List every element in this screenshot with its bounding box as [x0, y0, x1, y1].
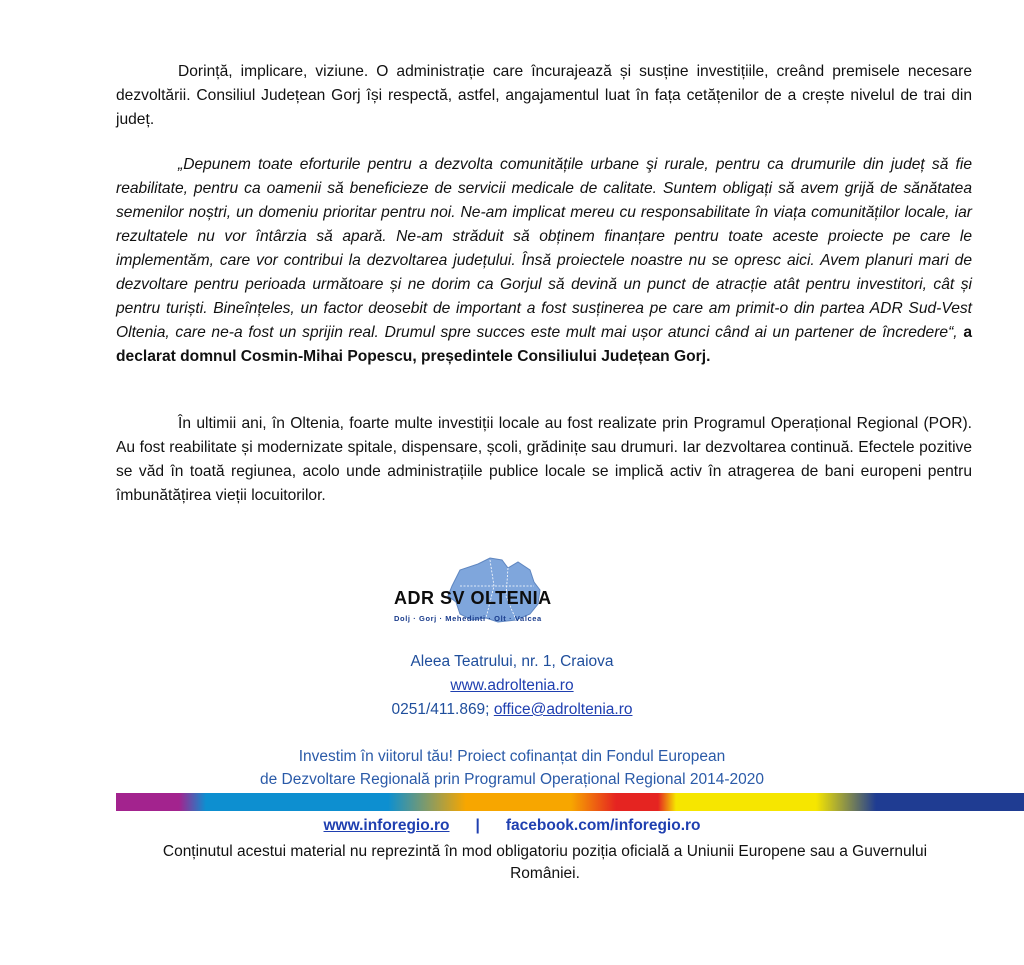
email-link[interactable]: office@adroltenia.ro — [493, 701, 633, 718]
logo-title: ADR SV OLTENIA — [394, 588, 552, 608]
facebook-link[interactable]: facebook.com/inforegio.ro — [505, 817, 701, 834]
band-segment-blue — [206, 793, 466, 811]
closing-paragraph-text: În ultimii ani, în Oltenia, foarte multe investiții locale au fost realizate prin Programul Operațional Regional (POR). Au fost reabilitate și modernizate spitale, dispensare, școli, grădinițe sau drumuri. Iar dezvoltarea continuă. Efectele pozitive se văd în toată regiunea, acolo unde administrațiile publice locale se implică activ în atragerea de bani europeni pentru îmbunătățirea vieții locuitorilor. — [116, 415, 972, 504]
contact-phone-email-row — [0, 701, 1024, 719]
website-link[interactable]: www.adroltenia.ro — [450, 677, 574, 694]
contact-phone: 0251/411.869; — [391, 701, 490, 718]
logo-subtitle: Dolj · Gorj · Mehedinti · Olt · Valcea — [394, 614, 542, 623]
band-segment-red — [616, 793, 676, 811]
investment-line-1: Investim în viitorul tău! Proiect cofinanțat din Fondul European — [298, 748, 726, 765]
band-segment-orange — [466, 793, 616, 811]
intro-paragraph-text: Dorință, implicare, viziune. O administrație care încurajează și susține investițiile, creând premisele necesare dezvoltării. Consiliul Județean Gorj își respectă, astfel, angajamentul luat în fața cetățenilor de a crește nivelul de trai din județ. — [116, 63, 972, 128]
quote-attribution: a declarat domnul Cosmin-Mihai Popescu, președintele Consiliului Județean Gorj. — [116, 324, 972, 365]
quote-text: „Depunem toate eforturile pentru a dezvolta comunitățile urbane şi rurale, pentru ca drumurile din județ să fie reabilitate, pentru ca oamenii să beneficieze de servicii medicale de calitate. Suntem obligați să avem grijă de sănătatea semenilor noștri, un domeniu prioritar pentru noi. Ne-am implicat mereu cu responsabilitate în viața comunităților locale, iar rezultatele nu vor întârzia să apară. Ne-am străduit să obținem finanțare pentru toate aceste proiecte pe care le implementăm, care vor contribui la dezvoltarea județului. Însă proiectele noastre nu se opresc aici. Avem planuri mari de dezvoltare pentru perioada următoare și ne dorim ca Gorjul să devină un punct de atracție atât pentru investitori, cât și pentru turiști. Bineînțeles, un factor deosebit de important a fost susținerea pe care am primit-o din partea ADR Sud-Vest Oltenia, care ne-a fost un sprijin real. Drumul spre succes este mult mai ușor atunci când ai un partener de încredere“, — [116, 156, 972, 341]
band-segment-navy — [876, 793, 1024, 811]
inforegio-link[interactable]: www.inforegio.ro — [323, 817, 450, 834]
investment-line-2: de Dezvoltare Regională prin Programul Operațional Regional 2014-2020 — [259, 771, 765, 788]
adr-logo — [390, 556, 590, 632]
quote-paragraph — [116, 153, 972, 369]
band-segment-purple — [116, 793, 206, 811]
contact-address: Aleea Teatrului, nr. 1, Craiova — [410, 653, 614, 670]
color-band — [116, 793, 1024, 811]
links-separator: | — [475, 817, 480, 834]
disclaimer: Conținutul acestui material nu reprezintă în mod obligatoriu poziția oficială a Uniunii Europene sau a Guvernului României. — [162, 843, 928, 882]
footer-links — [0, 817, 1024, 835]
intro-paragraph — [116, 60, 972, 132]
closing-paragraph — [116, 412, 972, 508]
band-segment-yellow — [676, 793, 876, 811]
contact-website-row — [0, 677, 1024, 695]
